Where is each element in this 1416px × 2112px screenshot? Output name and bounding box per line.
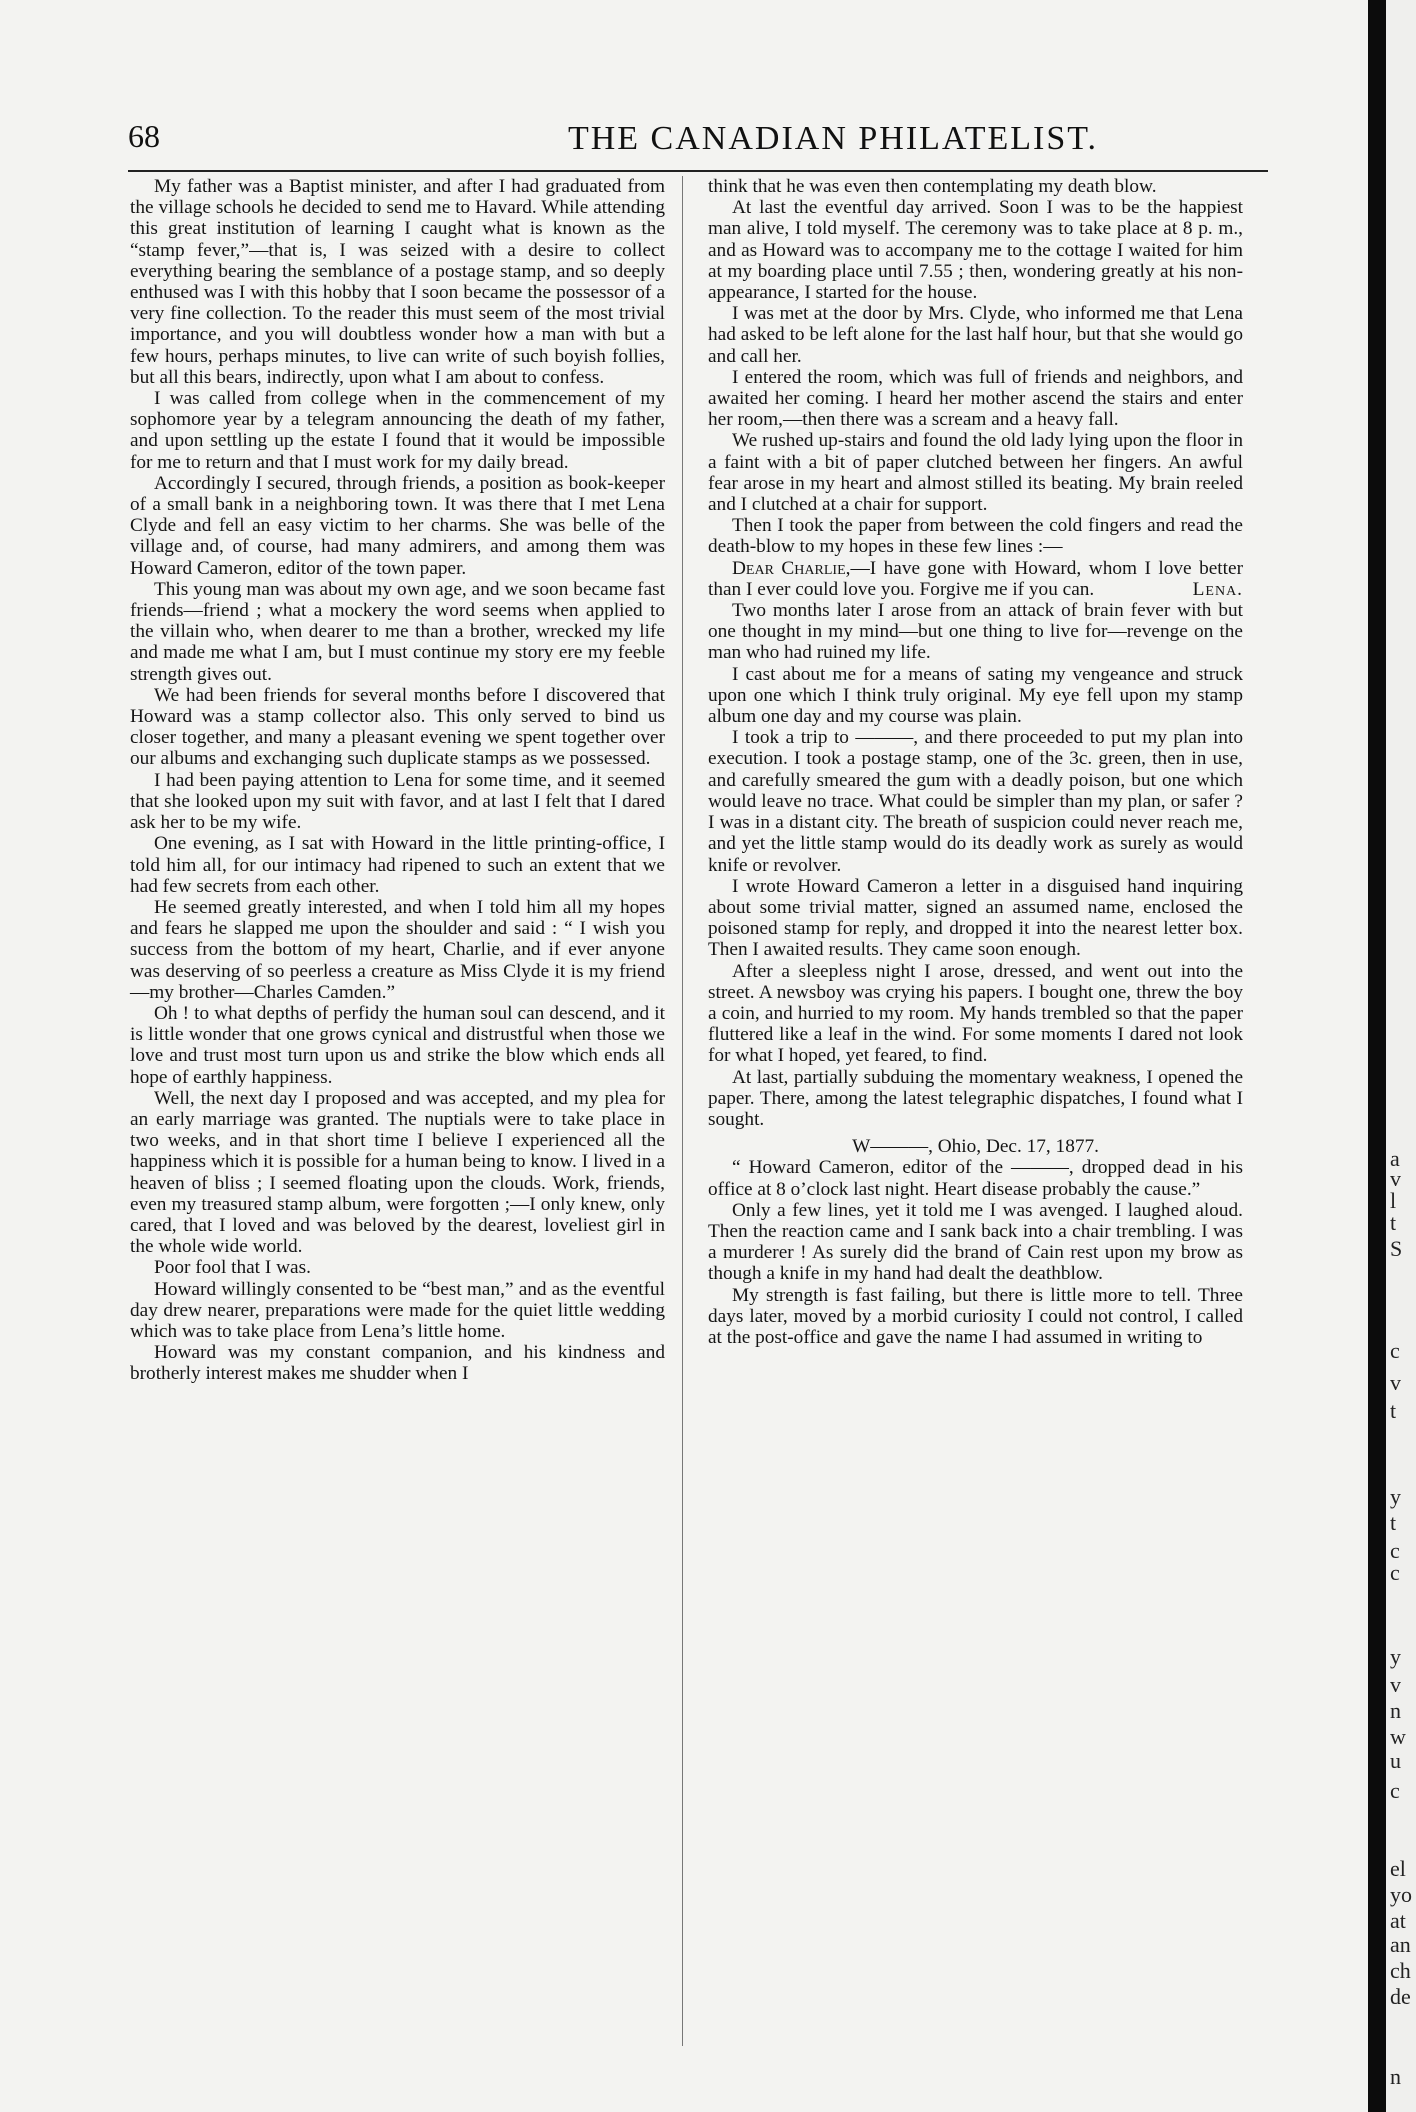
- paragraph: Howard willingly consented to be “best man,” and as the eventful day drew nearer, preparations were made for the quiet little wedding which was to take place from Lena’s little home.: [130, 1278, 665, 1342]
- paragraph: I was called from college when in the commencement of my sophomore year by a telegram announcing the death of my father, and upon settling up the estate I found that it would be impossible for me to return and that I must work for my daily bread.: [130, 388, 665, 473]
- adjacent-fragment: de: [1390, 1984, 1411, 2009]
- paragraph: I entered the room, which was full of friends and neighbors, and awaited her coming. I heard her mother ascend the stairs and enter her room,—then there was a scream and a heavy fall.: [708, 366, 1243, 431]
- adjacent-fragment: c: [1390, 1338, 1400, 1363]
- farewell-letter: [708, 558, 1243, 600]
- paragraph: Well, the next day I proposed and was accepted, and my plea for an early marriage was granted. The nuptials were to take place in two weeks, and in that short time I believe I experienced all the happiness which it is possible for a human being to know. I lived in a heaven of bliss ; I seemed floating upon the clouds. Work, friends, even my treasured stamp album, were forgotten ;—I only knew, only cared, that I loved and was beloved by the dearest, loveliest girl in the whole wide world.: [130, 1087, 665, 1258]
- adjacent-fragment: v: [1390, 1370, 1401, 1395]
- paragraph: I was met at the door by Mrs. Clyde, who informed me that Lena had asked to be left alone for the last half hour, but that she would go and call her.: [708, 303, 1243, 367]
- adjacent-fragment: el: [1390, 1856, 1406, 1881]
- header-rule: [128, 170, 1268, 172]
- paragraph: Poor fool that I was.: [154, 1257, 311, 1279]
- adjacent-fragment: c: [1390, 1778, 1400, 1803]
- paragraph: My strength is fast failing, but there is little more to tell. Three days later, moved by a morbid curiosity I could not control, I called at the post-office and gave the name I had assumed in writing to: [708, 1284, 1243, 1348]
- right-column: [708, 176, 1243, 1348]
- adjacent-fragment: y: [1390, 1484, 1401, 1509]
- paragraph: Only a few lines, yet it told me I was avenged. I laughed aloud. Then the reaction came and I sank back into a chair trembling. I was a murderer ! As surely did the brand of Cain rest upon my brow as though a knife in my hand had dealt the deathblow.: [708, 1199, 1243, 1285]
- adjacent-fragment: a: [1390, 1146, 1400, 1171]
- paragraph: I had been paying attention to Lena for some time, and it seemed that she looked upon my suit with favor, and at last I felt that I dared ask her to be my wife.: [130, 769, 665, 834]
- page-header: [128, 118, 1268, 168]
- adjacent-fragment: n: [1390, 2064, 1401, 2089]
- adjacent-fragment: yo: [1390, 1882, 1412, 1907]
- adjacent-fragment: ch: [1390, 1958, 1411, 1983]
- letter-body: —I have gone with Howard, whom I love better than I ever could love you. Forgive me if you can.: [708, 557, 1243, 600]
- paragraph: He seemed greatly interested, and when I told him all my hopes and fears he slapped me upon the shoulder and said : “ I wish you success from the bottom of my heart, Charlie, and if ever anyone was deserving of so peerless a creature as Miss Clyde it is my friend—my brother—Charles Camden.”: [130, 896, 665, 1003]
- paragraph: Accordingly I secured, through friends, a position as book-keeper of a small bank in a neighboring town. It was there that I met Lena Clyde and fell an easy victim to her charms. She was belle of the village and, of course, had many admirers, and among them was Howard Cameron, editor of the town paper.: [130, 472, 665, 579]
- adjacent-fragment: an: [1390, 1932, 1411, 1957]
- paragraph: I took a trip to ———, and there proceeded to put my plan into execution. I took a postage stamp, one of the 3c. green, then in use, and carefully smeared the gum with a deadly poison, but one which would leave no trace. What could be simpler than my plan, or safer ? I was in a distant city. The breath of suspicion could never reach me, and yet the little stamp would do its deadly work as surely as would knife or revolver.: [708, 727, 1243, 876]
- dispatch-text: “ Howard Cameron, editor of the ———, dropped dead in his office at 8 o’clock last night. Heart disease probably the cause.”: [708, 1157, 1243, 1200]
- adjacent-fragment: t: [1390, 1210, 1397, 1235]
- paragraph: Two months later I arose from an attack of brain fever with but one thought in my mind—but one thing to live for—revenge on the man who had ruined my life.: [708, 600, 1243, 664]
- adjacent-fragment: t: [1390, 1398, 1397, 1423]
- paragraph: My father was a Baptist minister, and after I had graduated from the village schools he decided to send me to Havard. While attending this great institution of learning I caught what is known as the “stamp fever,”—that is, I was seized with a desire to collect everything bearing the semblance of a postage stamp, and so deeply enthused was I with this hobby that I soon became the possessor of a very fine collection. To the reader this must seem of the most trivial importance, and you will doubtless wonder how a man with but a few hours, perhaps minutes, to live can write of such boyish follies, but all this bears, indirectly, upon what I am about to confess.: [130, 176, 665, 388]
- adjacent-fragment: at: [1390, 1908, 1406, 1933]
- paragraph: think that he was even then contemplating my death blow.: [708, 176, 1157, 197]
- paragraph: This young man was about my own age, and we soon became fast friends—friend ; what a mockery the word seems when applied to the villain who, when dearer to me than a brother, wrecked my life and made me what I am, but I must continue my story ere my feeble strength gives out.: [130, 578, 665, 685]
- letter-signature: Lena.: [1192, 578, 1243, 600]
- paragraph: I wrote Howard Cameron a letter in a disguised hand inquiring about some trivial matter, signed an assumed name, enclosed the poisoned stamp for reply, and dropped it into the nearest letter box. Then I awaited results. They came soon enough.: [708, 875, 1243, 961]
- letter-salutation: Dear Charlie,: [732, 557, 851, 579]
- paragraph: Howard was my constant companion, and his kindness and brotherly interest makes me shudder when I: [130, 1342, 665, 1385]
- adjacent-fragment: y: [1390, 1644, 1401, 1669]
- adjacent-fragment: l: [1390, 1188, 1397, 1213]
- page-number: 68: [128, 118, 160, 154]
- paragraph: We had been friends for several months before I discovered that Howard was a stamp collector also. This only served to bind us closer together, and many a pleasant evening we spent together over our albums and exchanging such duplicate stamps as we possessed.: [130, 684, 665, 770]
- column-divider: [682, 176, 683, 2046]
- adjacent-fragment: v: [1390, 1166, 1401, 1191]
- paragraph: We rushed up-stairs and found the old lady lying upon the floor in a faint with a bit of paper clutched between her fingers. An awful fear arose in my heart and almost stilled its beating. My brain reeled and I clutched at a chair for support.: [708, 430, 1243, 516]
- paragraph: Then I took the paper from between the cold fingers and read the death-blow to my hopes in these few lines :—: [708, 515, 1243, 558]
- adjacent-fragment: c: [1390, 1560, 1400, 1585]
- adjacent-fragment: u: [1390, 1748, 1401, 1773]
- paragraph: I cast about me for a means of sating my vengeance and struck upon one which I think truly original. My eye fell upon my stamp album one day and my course was plain.: [708, 663, 1243, 728]
- adjacent-fragment: S: [1390, 1236, 1403, 1261]
- paragraph: One evening, as I sat with Howard in the little printing-office, I told him all, for our intimacy had ripened to such an extent that we had few secrets from each other.: [130, 833, 665, 897]
- paragraph: At last the eventful day arrived. Soon I was to be the happiest man alive, I told myself. The ceremony was to take place at 8 p. m., and as Howard was to accompany me to the cottage I waited for him at my boarding place until 7.55 ; then, wondering greatly at his non-appearance, I started for the house.: [708, 197, 1243, 304]
- adjacent-fragment: v: [1390, 1672, 1401, 1697]
- adjacent-fragment: t: [1390, 1510, 1397, 1535]
- paragraph: Oh ! to what depths of perfidy the human soul can descend, and it is little wonder that one grows cynical and distrustful when those we love and trust most turn upon us and strike the blow which ends all hope of earthly happiness.: [130, 1002, 665, 1088]
- adjacent-fragment: w: [1390, 1724, 1406, 1749]
- running-title: THE CANADIAN PHILATELIST.: [567, 120, 1099, 157]
- adjacent-fragment: c: [1390, 1538, 1400, 1563]
- dispatch-dateline: W———, Ohio, Dec. 17, 1877.: [852, 1136, 1099, 1158]
- adjacent-fragment: n: [1390, 1698, 1401, 1723]
- adjacent-page-edge: [1386, 0, 1416, 2112]
- left-column: [130, 176, 665, 1385]
- paragraph: After a sleepless night I arose, dressed, and went out into the street. A newsboy was crying his papers. I bought one, threw the boy a coin, and hurried to my room. My hands trembled so that the paper fluttered like a leaf in the wind. For some moments I dared not look for what I hoped, yet feared, to find.: [708, 960, 1243, 1067]
- paragraph: At last, partially subduing the momentary weakness, I opened the paper. There, among the latest telegraphic dispatches, I found what I sought.: [708, 1066, 1243, 1130]
